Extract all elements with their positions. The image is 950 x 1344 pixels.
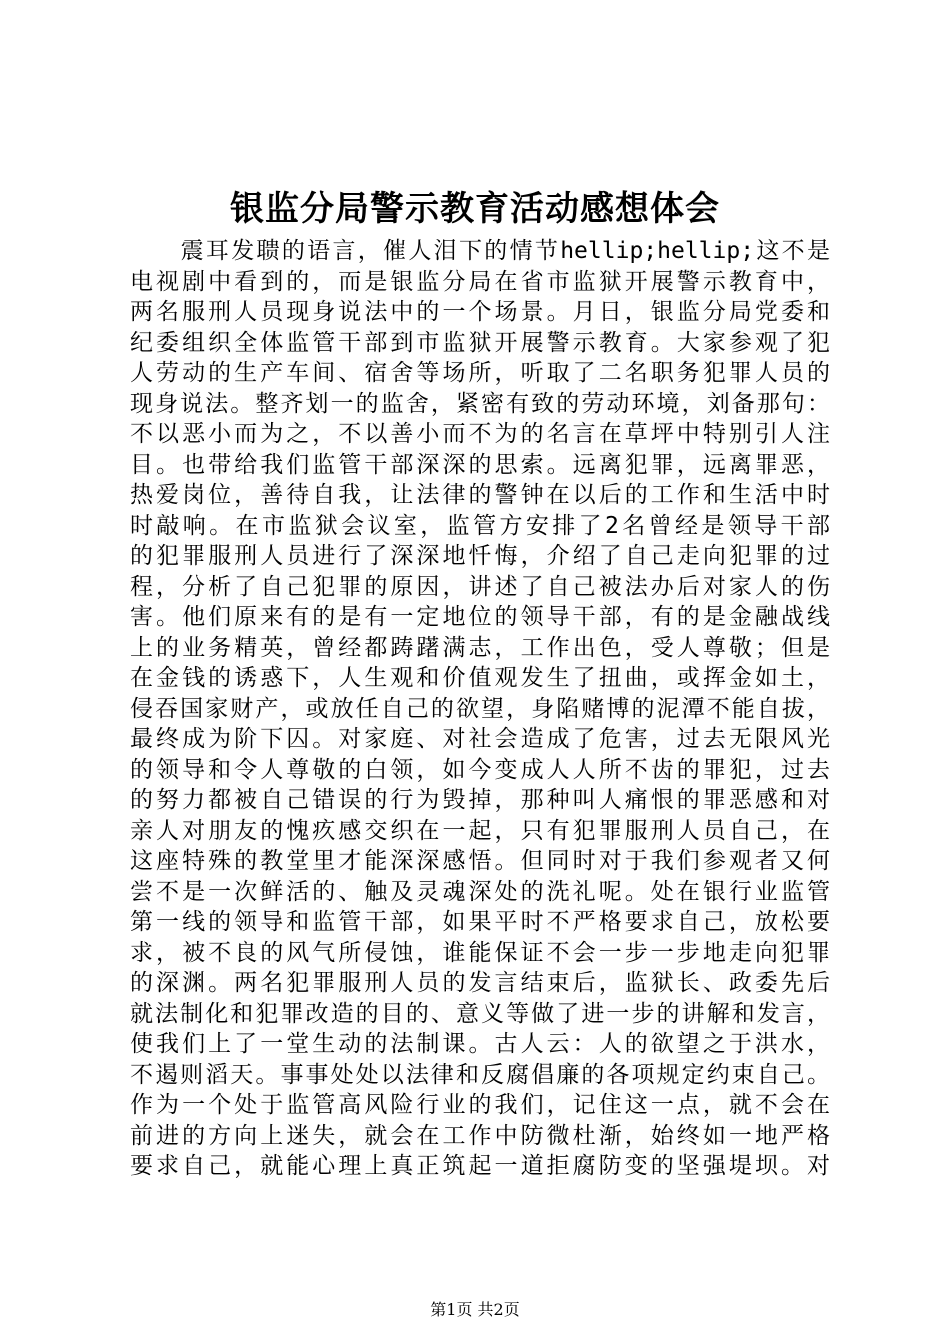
body-line: 震耳发聩的语言，催人泪下的情节hellip;hellip;这不是 [130, 238, 830, 264]
body-line: 的深渊。两名犯罪服刑人员的发言结束后，监狱长、政委先后 [130, 970, 830, 996]
document-title: 银监分局警示教育活动感想体会 [230, 189, 720, 229]
body-line: 前进的方向上迷失，就会在工作中防微杜渐，始终如一地严格 [130, 1122, 830, 1149]
body-line: 热爱岗位，善待自我，让法律的警钟在以后的工作和生活中时 [130, 482, 830, 508]
body-line: 目。也带给我们监管干部深深的思索。远离犯罪，远离罪恶， [130, 451, 830, 478]
body-line: 尝不是一次鲜活的、触及灵魂深处的洗礼呢。处在银行业监管 [130, 878, 830, 905]
body-line: 现身说法。整齐划一的监舍，紧密有致的劳动环境，刘备那句： [130, 390, 830, 417]
body-line: 上的业务精英，曾经都踌躇满志，工作出色，受人尊敬；但是 [130, 634, 830, 661]
body-line: 作为一个处于监管高风险行业的我们，记住这一点，就不会在 [130, 1092, 830, 1118]
body-line: 时敲响。在市监狱会议室，监管方安排了2名曾经是领导干部 [130, 512, 830, 539]
body-line: 不以恶小而为之，不以善小而不为的名言在草坪中特别引人注 [130, 421, 830, 447]
body-line: 程，分析了自己犯罪的原因，讲述了自己被法办后对家人的伤 [130, 573, 830, 600]
document-body [130, 236, 830, 1182]
body-line: 使我们上了一堂生动的法制课。古人云：人的欲望之于洪水， [130, 1031, 830, 1057]
body-line: 人劳动的生产车间、宿舍等场所，听取了二名职务犯罪人员的 [130, 360, 830, 386]
body-line: 最终成为阶下囚。对家庭、对社会造成了危害，过去无限风光 [130, 726, 830, 752]
body-line: 的领导和令人尊敬的白领，如今变成人人所不齿的罪犯，过去 [130, 756, 830, 783]
body-line: 求，被不良的风气所侵蚀，谁能保证不会一步一步地走向犯罪 [130, 939, 830, 966]
body-line: 害。他们原来有的是有一定地位的领导干部，有的是金融战线 [130, 604, 830, 630]
body-line: 两名服刑人员现身说法中的一个场景。月日，银监分局党委和 [130, 299, 830, 325]
body-line: 纪委组织全体监管干部到市监狱开展警示教育。大家参观了犯 [130, 329, 830, 356]
body-line: 的努力都被自己错误的行为毁掉，那种叫人痛恨的罪恶感和对 [130, 787, 830, 813]
body-line: 亲人对朋友的愧疚感交织在一起，只有犯罪服刑人员自己，在 [130, 817, 830, 844]
body-line: 就法制化和犯罪改造的目的、意义等做了进一步的讲解和发言， [130, 1000, 830, 1027]
body-line: 的犯罪服刑人员进行了深深地忏悔，介绍了自己走向犯罪的过 [130, 543, 830, 569]
body-line: 这座特殊的教堂里才能深深感悟。但同时对于我们参观者又何 [130, 848, 830, 874]
body-line: 要求自己，就能心理上真正筑起一道拒腐防变的坚强堤坝。对 [130, 1153, 830, 1179]
body-line: 电视剧中看到的，而是银监分局在省市监狱开展警示教育中， [130, 268, 830, 295]
body-line: 第一线的领导和监管干部，如果平时不严格要求自己，放松要 [130, 909, 830, 935]
page-footer: 第1页 共2页 [430, 1300, 520, 1319]
body-line: 不遏则滔天。事事处处以法律和反腐倡廉的各项规定约束自己。 [130, 1061, 830, 1088]
body-line: 侵吞国家财产，或放任自己的欲望，身陷赌博的泥潭不能自拔， [130, 695, 830, 722]
body-line: 在金钱的诱惑下，人生观和价值观发生了扭曲，或挥金如土， [130, 665, 830, 691]
